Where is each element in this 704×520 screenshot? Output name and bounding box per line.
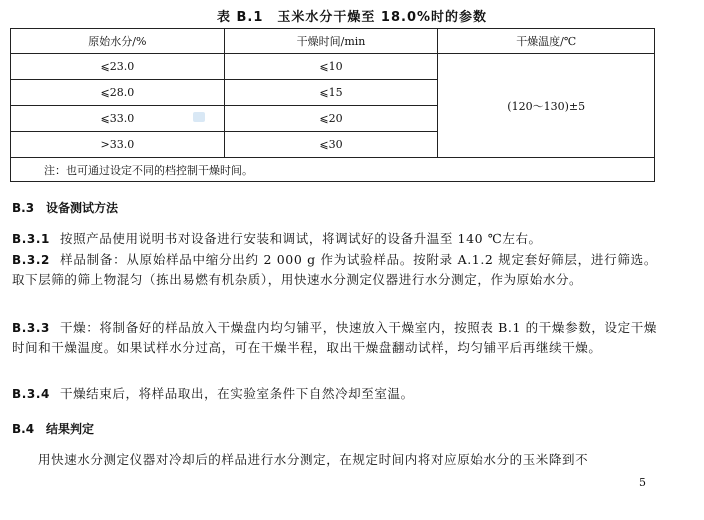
table-row <box>11 54 655 80</box>
paragraph-b4: 用快速水分测定仪器对冷却后的样品进行水分测定，在规定时间内将对应原始水分的玉米降到不 <box>38 452 589 467</box>
table-header-row <box>11 29 655 54</box>
section-heading-b4 <box>12 420 94 437</box>
table-note-row <box>11 158 655 182</box>
cell-time: ⩽10 <box>224 54 438 80</box>
page-number: 5 <box>639 476 646 489</box>
cell-time: ⩽15 <box>224 80 438 106</box>
section-number: B.4 <box>12 422 35 436</box>
clause-number: B.3.2 <box>12 253 50 267</box>
table-note: 注：也可通过设定不同的档控制干燥时间。 <box>11 158 655 182</box>
section-title: 结果判定 <box>46 422 95 436</box>
header-temperature: 干燥温度/℃ <box>438 29 655 54</box>
cell-moisture: ⩽28.0 <box>11 80 225 106</box>
header-moisture: 原始水分/% <box>11 29 225 54</box>
paragraph-text: 按照产品使用说明书对设备进行安装和调试，将调试好的设备升温至 140 ℃左右。 <box>59 231 542 246</box>
cell-moisture: >33.0 <box>11 132 225 158</box>
parameter-table <box>10 28 655 182</box>
clause-number: B.3.4 <box>12 387 50 401</box>
clause-number: B.3.1 <box>12 232 50 246</box>
paragraph-text: 干燥：将制备好的样品放入干燥盘内均匀铺平，快速放入干燥室内，按照表 B.1 的干燥参数，设定干燥时间和干燥温度。如果试样水分过高，可在干燥半程，取出干燥盘翻动试样，均匀铺平后再继续干燥。 <box>12 320 657 356</box>
cell-time: ⩽30 <box>224 132 438 158</box>
section-title: 设备测试方法 <box>46 201 119 215</box>
paragraph-text: 干燥结束后，将样品取出，在实验室条件下自然冷却至室温。 <box>59 386 414 401</box>
section-heading-b3 <box>12 199 118 216</box>
paragraph-b3-2 <box>12 250 657 290</box>
cell-temperature: (120～130)±5 <box>438 54 655 158</box>
header-time: 干燥时间/min <box>224 29 438 54</box>
cell-time: ⩽20 <box>224 106 438 132</box>
watermark-logo <box>193 112 205 122</box>
cell-moisture: ⩽33.0 <box>11 106 225 132</box>
clause-number: B.3.3 <box>12 321 50 335</box>
section-number: B.3 <box>12 201 35 215</box>
paragraph-b3-3 <box>12 318 657 358</box>
paragraph-b3-4 <box>12 384 657 404</box>
table-caption: 表 B.1 玉米水分干燥至 18.0%时的参数 <box>216 10 488 25</box>
paragraph-text: 样品制备：从原始样品中缩分出约 2 000 g 作为试验样品。按附录 A.1.2 规定套好筛层，进行筛选。取下层筛的筛上物混匀（拣出易燃有机杂质），用快速水分测定仪器进行水分测定，作为原始水分。 <box>12 252 657 288</box>
cell-moisture: ⩽23.0 <box>11 54 225 80</box>
paragraph-b3-1 <box>12 229 657 249</box>
